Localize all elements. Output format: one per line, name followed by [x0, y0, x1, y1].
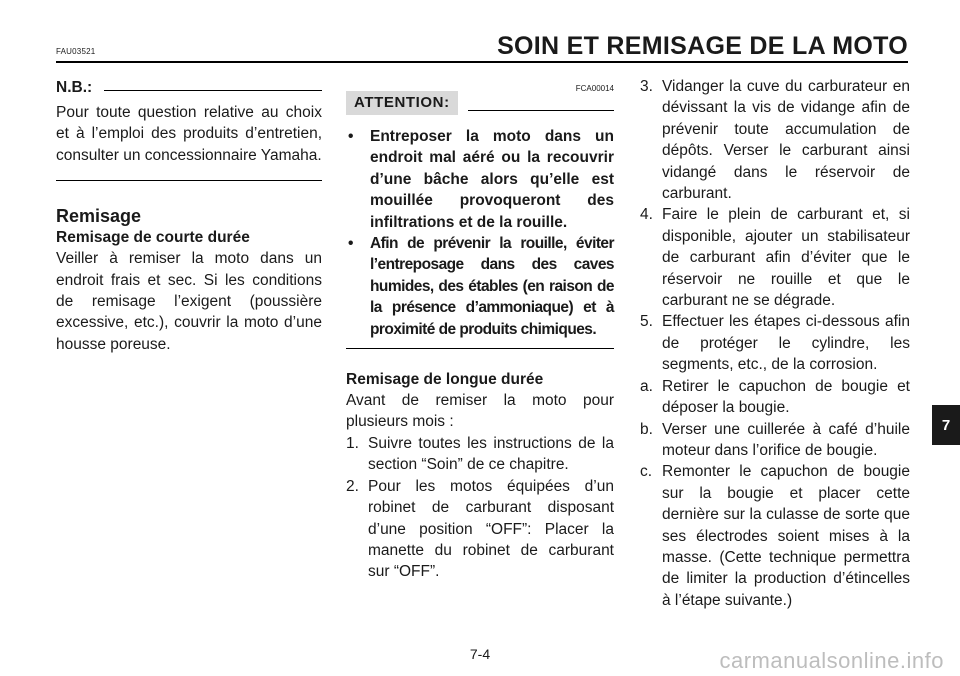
step-number: 4. — [640, 206, 653, 224]
step-text: Retirer le capuchon de bougie et déposer la bougie. — [662, 377, 910, 417]
step-text: Vidanger la cuve du carburateur en dévissant la vis de vidange afin de prévenir toute accumulation de dépôts. Verser le carburant ainsi vidangé dans le réservoir de carburant. — [662, 78, 910, 203]
nb-text: Pour toute question relative au choix et à l’emploi des produits d’entretien, consulter un concessionnaire Yamaha. — [56, 104, 322, 164]
caution-rule — [468, 110, 614, 111]
step-number: 5. — [640, 313, 653, 331]
short-storage-text: Veiller à remiser la moto dans un endroit frais et sec. Si les conditions de remisage l’exigent (poussière excessive, etc.), couvrir la moto d’une housse poreuse. — [56, 250, 322, 353]
nb-end-rule — [56, 180, 322, 181]
short-storage-heading: Remisage de courte durée — [56, 229, 250, 247]
step-text: Verser une cuillerée à café d’huile moteur dans l’orifice de bougie. — [662, 420, 910, 459]
section-code: FAU03521 — [56, 47, 96, 56]
step-number: 2. — [346, 477, 359, 495]
step-number: 1. — [346, 434, 359, 452]
caution-item: • Afin de prévenir la rouille, éviter l’entreposage dans des caves humides, des étables (en raison de la présence d’ammoniaque) et à proximité de produits chimiques. — [346, 233, 614, 340]
header-rule — [56, 61, 908, 63]
column-right — [640, 76, 910, 611]
column-middle — [346, 76, 614, 583]
steps-list-right — [640, 76, 910, 611]
nb-heading-row — [56, 76, 322, 100]
step-number: b. — [640, 420, 653, 438]
steps-list-middle — [346, 433, 614, 583]
column-left — [56, 76, 322, 355]
step-number: c. — [640, 463, 653, 481]
caution-item: • Entreposer la moto dans un endroit mal aéré ou la recouvrir d’une bâche alors qu’elle est mouillée provoqueront des infiltrations et de la rouille. — [346, 126, 614, 233]
page-title: SOIN ET REMISAGE DE LA MOTO — [497, 32, 908, 60]
step-text: Pour les motos équipées d’un robinet de carburant disposant d’une position “OFF”: Placer la manette du robinet de carburant sur “OFF”. — [368, 477, 614, 581]
list-item — [346, 476, 614, 583]
list-item — [640, 419, 910, 462]
list-item — [640, 311, 910, 375]
long-storage-heading: Remisage de longue durée — [346, 371, 544, 389]
caution-list — [346, 126, 614, 340]
chapter-tab: 7 — [932, 405, 960, 445]
page-number: 7-4 — [469, 646, 491, 662]
long-storage-intro: Avant de remiser la moto pour plusieurs mois : — [346, 392, 614, 431]
step-number: 3. — [640, 78, 653, 95]
caution-header — [346, 76, 614, 122]
caution-code: FCA00014 — [575, 84, 614, 93]
step-text: Remonter le capuchon de bougie sur la bougie et placer cette dernière sur la culasse de sorte que ses électrodes soient mises à la masse. (Cette technique permettra de limiter la production d’étincelles à l’étape suivante.) — [662, 463, 910, 609]
step-text: Suivre toutes les instructions de la section “Soin” de ce chapitre. — [368, 434, 614, 474]
caution-label: ATTENTION: — [346, 91, 458, 115]
nb-heading: N.B.: — [56, 79, 93, 97]
step-number: a. — [640, 377, 653, 395]
step-text: Effectuer les étapes ci-dessous afin de protéger le cylindre, les segments, etc., de la corrosion. — [662, 313, 910, 374]
list-item — [640, 76, 910, 204]
list-item — [346, 433, 614, 476]
remisage-heading: Remisage — [56, 206, 142, 227]
list-item — [640, 204, 910, 311]
list-item — [640, 461, 910, 611]
nb-heading-rule — [104, 90, 322, 91]
step-text: Faire le plein de carburant et, si disponible, ajouter un stabilisateur de carburant afin d’éviter que le réservoir ne rouille et que le carburant ne se dégrade. — [662, 206, 910, 310]
list-item — [640, 376, 910, 419]
caution-end-rule — [346, 348, 614, 349]
watermark: carmanualsonline.info — [719, 648, 944, 673]
